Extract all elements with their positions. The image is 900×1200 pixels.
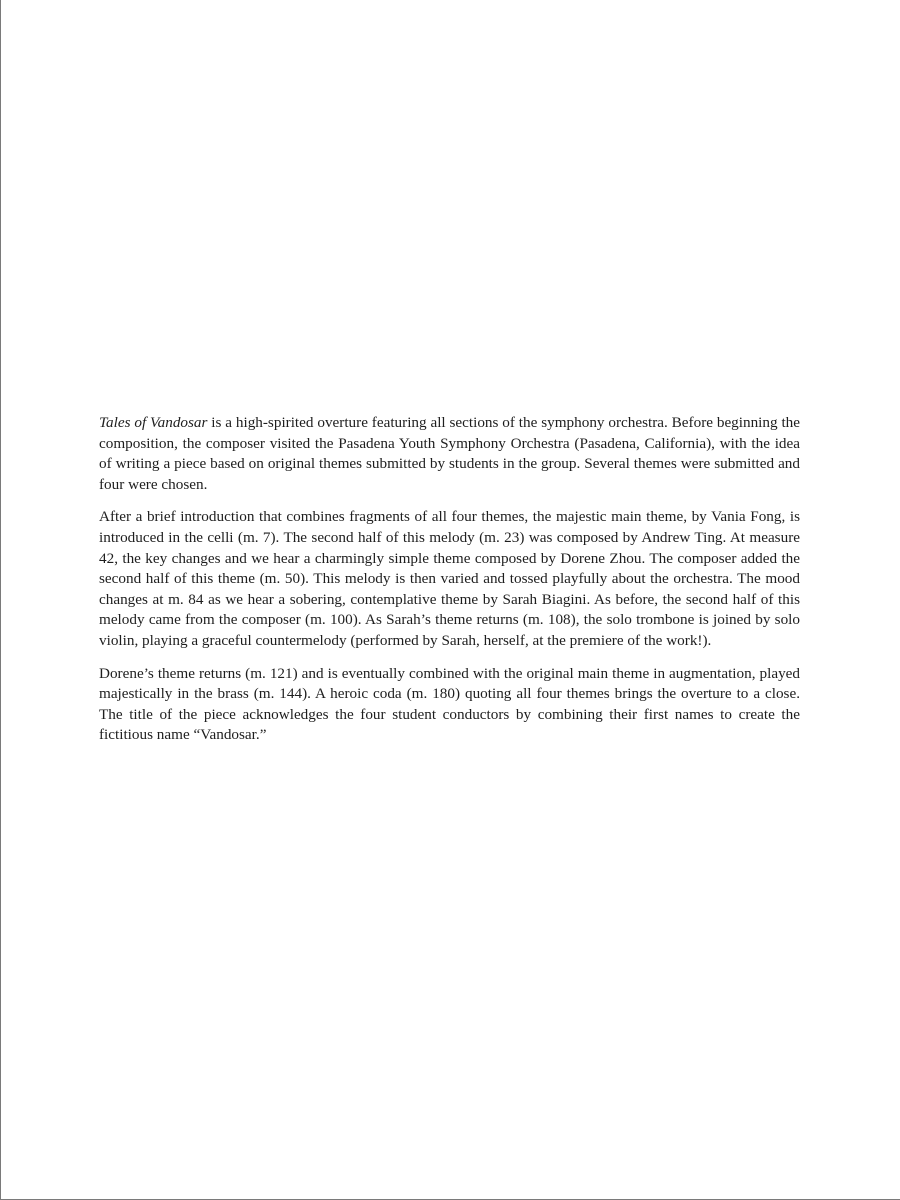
program-notes: [99, 413, 800, 758]
notes-paragraph-1: [99, 413, 800, 495]
notes-paragraph-1-text: is a high-spirited overture featuring all sections of the symphony orchestra. Before beginning the composition, the composer visited the Pasadena Youth Symphony Orchestra (Pasadena, California), with the idea of writing a piece based on original themes submitted by students in the group. Several themes were submitted and four were chosen.: [99, 414, 800, 493]
work-title: Tales of Vandosar: [99, 414, 208, 431]
notes-paragraph-2: After a brief introduction that combines fragments of all four themes, the majestic main theme, by Vania Fong, is introduced in the celli (m. 7). The second half of this melody (m. 23) was composed by Andrew Ting. At measure 42, the key changes and we hear a charmingly simple theme composed by Dorene Zhou. The composer added the second half of this theme (m. 50). This melody is then varied and tossed playfully about the orchestra. The mood changes at m. 84 as we hear a sobering, contemplative theme by Sarah Biagini. As before, the second half of this melody came from the composer (m. 100). As Sarah’s theme returns (m. 108), the solo trombone is joined by solo violin, playing a graceful countermelody (performed by Sarah, herself, at the premiere of the work!).: [99, 508, 800, 649]
notes-paragraph-3: Dorene’s theme returns (m. 121) and is eventually combined with the original main theme in augmentation, played majestically in the brass (m. 144). A heroic coda (m. 180) quoting all four themes brings the overture to a close. The title of the piece acknowledges the four student conductors by combining their first names to create the fictitious name “Vandosar.”: [99, 664, 800, 744]
